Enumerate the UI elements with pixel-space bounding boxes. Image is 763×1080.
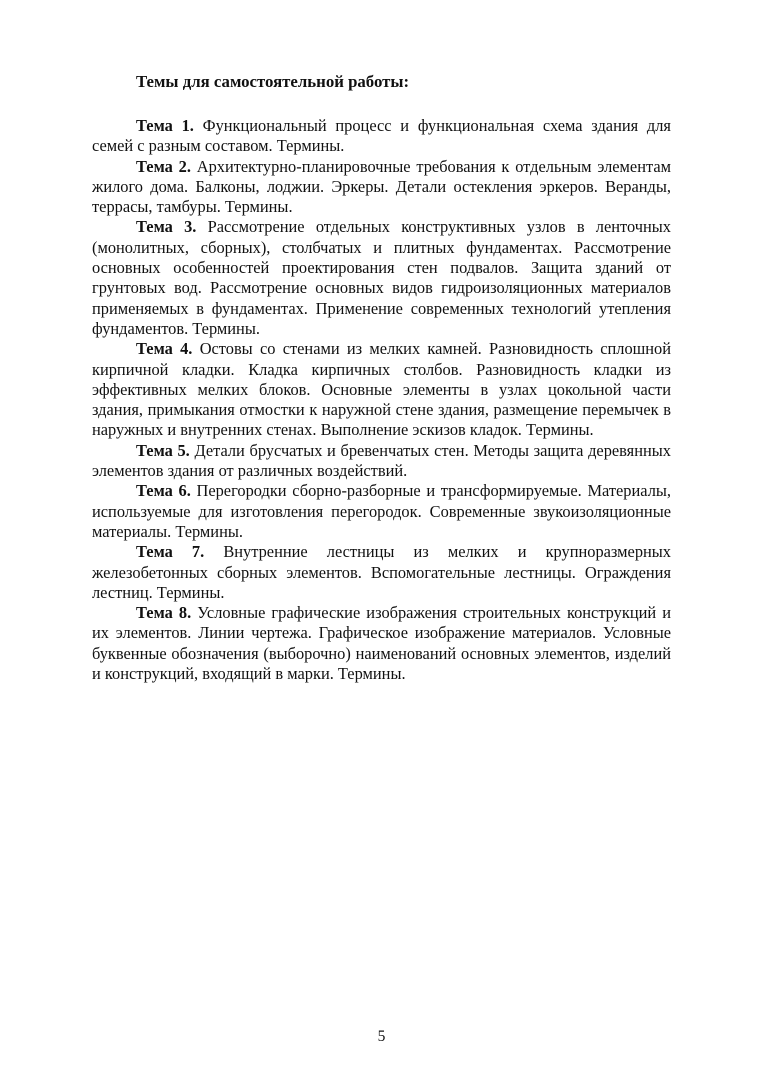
topic-text: Перегородки сборно-разборные и трансформируемые. Материалы, используемые для изготовления перегородок. Современные звукоизоляционные материалы. Термины. — [92, 481, 671, 541]
topic-text: Условные графические изображения строительных конструкций и их элементов. Линии чертежа. Графическое изображение материалов. Условные буквенные обозначения (выборочно) наименований основных элементов, изделий и конструкций, входящий в марки. Термины. — [92, 603, 671, 684]
topic-label: Тема 7. — [136, 542, 205, 562]
document-page — [92, 0, 671, 1080]
topic-text: Остовы со стенами из мелких камней. Разновидность сплошной кирпичной кладки. Кладка кирпичных столбов. Разновидность кладки из эффективных мелких блоков. Основные элементы в узлах цокольной части здания, примыкания отмостки к наружной стене здания, размещение перемычек в наружных и внутренних стенах. Выполнение эскизов кладок. Термины. — [92, 339, 671, 440]
topic-2 — [92, 157, 671, 218]
topic-text: Внутренние лестницы из мелких и крупноразмерных железобетонных сборных элементов. Вспомогательные лестницы. Ограждения лестниц. Термины. — [92, 542, 671, 602]
topic-3 — [92, 217, 671, 339]
topic-1 — [92, 116, 671, 157]
page-number: 5 — [377, 1028, 386, 1045]
topic-7 — [92, 542, 671, 603]
topic-label: Тема 2. — [136, 156, 191, 176]
topic-text: Рассмотрение отдельных конструктивных узлов в ленточных (монолитных, сборных), столбчатых и плитных фундаментах. Рассмотрение основных особенностей проектирования стен подвалов. Защита зданий от грунтовых вод. Рассмотрение основных видов гидроизоляционных материалов применяемых в фундаментах. Применение современных технологий утепления фундаментов. Термины. — [92, 217, 671, 338]
topic-text: Архитектурно-планировочные требования к отдельным элементам жилого дома. Балконы, лоджии. Эркеры. Детали остекления эркеров. Веранды, террасы, тамбуры. Термины. — [92, 156, 671, 217]
topic-text: Детали брусчатых и бревенчатых стен. Методы защита деревянных элементов здания от различных воздействий. — [92, 440, 671, 481]
topic-label: Тема 5. — [136, 440, 190, 460]
topic-4 — [92, 339, 671, 440]
topic-label: Тема 4. — [136, 339, 193, 359]
topic-8 — [92, 603, 671, 684]
page-heading: Темы для самостоятельной работы: — [136, 72, 410, 91]
topic-6 — [92, 481, 671, 542]
topic-label: Тема 3. — [136, 217, 197, 237]
topic-label: Тема 6. — [136, 481, 191, 501]
topic-label: Тема 8. — [136, 603, 192, 623]
topics-list — [92, 116, 671, 684]
topic-label: Тема 1. — [136, 116, 194, 135]
topic-5 — [92, 441, 671, 482]
topic-text: Функциональный процесс и функциональная схема здания для семей с разным составом. Термины. — [92, 116, 671, 156]
